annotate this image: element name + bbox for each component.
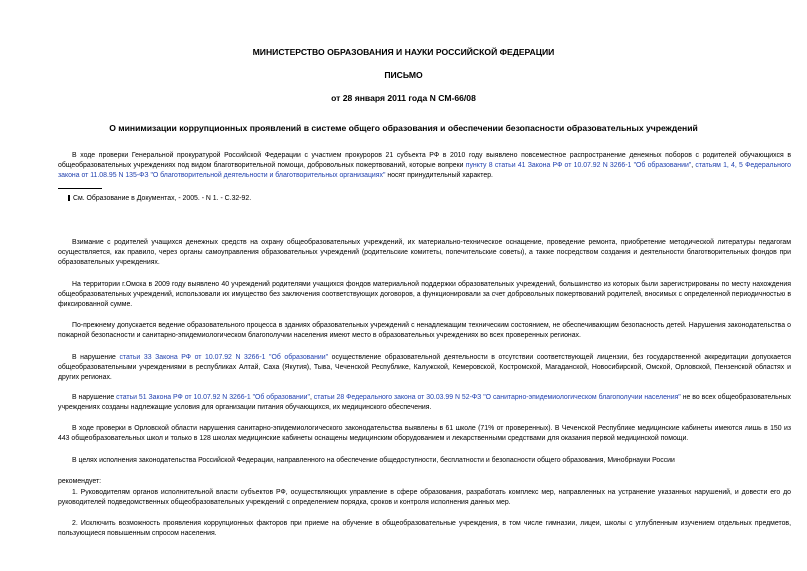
paragraph-4: По-прежнему допускается ведение образовательного процесса в зданиях образовательных учреждений с ненадлежащим техническим состоянием, не обеспечивающим безопасность детей. Нарушения законодательства о пожарной безопасности и санитарно-эпидемиологическом благополучии населения имеют место в образовательных учреждениях во всех проверенных регионах. — [58, 322, 791, 339]
paragraph-2: Взимание с родителей учащихся денежных средств на охрану общеобразовательных учреждений, их материально-техническое оснащение, проведение ремонта, приобретение методической литературы педагогам осуществляется, как правило, через органы самоуправления образовательных учреждений (родительские комитеты, попечительские советы), а также посредством создания и деятельности благотворительных фондов при образовательных учреждениях. — [58, 239, 791, 266]
doc-type-heading: ПИСЬМО — [384, 70, 423, 80]
paragraph-10: 1. Руководителям органов исполнительной власти субъектов РФ, осуществляющих управление в сфере образования, разработать комплекс мер, направленных на устранение указанных нарушений, и довести его до руководителей подведомственных общеобразовательных учреждений с определением порядка, сроков и контроля исполнения данных мер. — [58, 489, 791, 506]
date-number-heading: от 28 января 2011 года N СМ-66/08 — [331, 93, 476, 103]
document-title: О минимизации коррупционных проявлений в системе общего образования и обеспечении безопасности образовательных учреждений — [109, 123, 698, 133]
footnote: См. Образование в Документах, - 2005. - N 1. - С.32-92. — [68, 194, 251, 203]
footnote-divider — [58, 188, 102, 189]
law-link-charity[interactable]: статьям 1, 4, 5 Федерального закона от 11.08.95 N 135-ФЗ "О благотворительной деятельности и благотворительных организациях" — [58, 161, 791, 179]
paragraph-5: В нарушение статьи 33 Закона РФ от 10.07.92 N 3266-1 "Об образовании" осуществление образовательной деятельности в отсутствии соответствующей лицензии, без государственной аккредитации допускается общеобразовательными учреждениями в республиках Алтай, Саха (Якутия), Тыва, Чеченской Республике, Калужской, Кемеровской, Костромской, Магаданской, Новосибирской, Омской, Орловской, Пензенской областях и других регионах. — [58, 354, 791, 381]
paragraph-3: На территории г.Омска в 2009 году выявлено 40 учреждений родителями учащихся фондов материальной поддержки образовательных учреждений, большинство из которых были зарегистрированы по месту нахождения общеобразовательных учреждений, использовали их имущество без заключения соответствующих договоров, а функционировали за счет добровольных пожертвований родителей, вносимых с определенной периодичностью в фиксированной сумме. — [58, 281, 791, 308]
paragraph-11: 2. Исключить возможность проявления коррупционных факторов при приеме на обучение в общеобразовательные учреждения, в том числе гимназии, лицеи, школы с углубленным изучением отдельных предметов, пользующиеся повышенным спросом населения. — [58, 520, 791, 537]
ministry-heading: МИНИСТЕРСТВО ОБРАЗОВАНИЯ И НАУКИ РОССИЙСКОЙ ФЕДЕРАЦИИ — [252, 47, 555, 57]
law-link-education-art41[interactable]: пункту 8 статьи 41 Закона РФ от 10.07.92 N 3266-1 "Об образовании" — [465, 161, 692, 169]
paragraph-1: В ходе проверки Генеральной прокуратурой Российской Федерации с участием прокуроров 21 субъекта РФ в 2010 году выявлено повсеместное распространение денежных поборов с родителей обучающихся в общеобразовательных учреждениях под видом благотворительной помощи, добровольных пожертвований, которые вопреки пункту 8 статьи 41 Закона РФ от 10.07.92 N 3266-1 "Об образовании", статьям 1, 4, 5 Федерального закона от 11.08.95 N 135-ФЗ "О благотворительной деятельности и благотворительных организациях" носят принудительный характер. — [58, 152, 791, 179]
law-link-education-art51[interactable]: статьи 51 Закона РФ от 10.07.92 N 3266-1 "Об образовании" — [116, 394, 310, 401]
paragraph-7: В ходе проверки в Орловской области нарушения санитарно-эпидемиологического законодательства выявлены в 61 школе (71% от проверенных). В Чеченской Республике медицинские кабинеты имеются лишь в 150 из 443 общеобразовательных школ и только в 128 школах медицинские кабинеты оснащены медицинским оборудованием и лекарственными средствами для оказания первой медицинской помощи. — [58, 425, 791, 442]
paragraph-9: рекомендует: — [58, 478, 102, 485]
law-link-education-art33[interactable]: статьи 33 Закона РФ от 10.07.92 N 3266-1 "Об образовании" — [119, 354, 329, 361]
paragraph-6: В нарушение статьи 51 Закона РФ от 10.07.92 N 3266-1 "Об образовании", статьи 28 Федерального закона от 30.03.99 N 52-ФЗ "О санитарно-эпидемиологическом благополучии населения" не во всех общеобразовательных учреждениях созданы надлежащие условия для организации питания обучающихся, их медицинского обеспечения. — [58, 394, 791, 411]
paragraph-8: В целях исполнения законодательства Российской Федерации, направленного на обеспечение общедоступности, бесплатности и безопасности общего образования, Минобрнауки России — [72, 457, 675, 464]
footnote-marker-icon — [68, 195, 70, 201]
law-link-sanitary[interactable]: статьи 28 Федерального закона от 30.03.99 N 52-ФЗ "О санитарно-эпидемиологическом благополучии населения" — [313, 394, 681, 401]
